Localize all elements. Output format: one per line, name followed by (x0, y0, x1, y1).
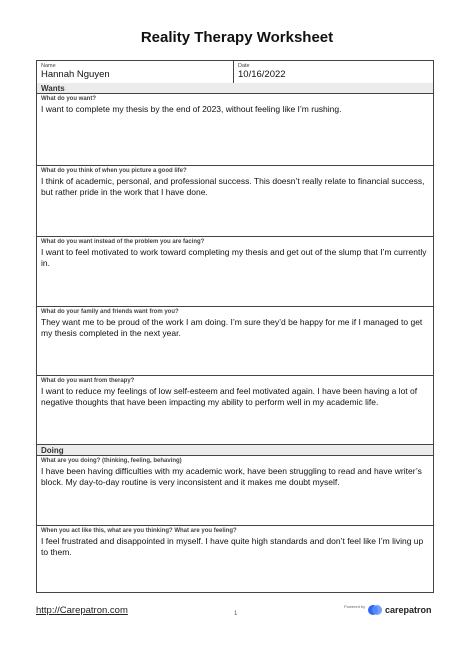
section-wants: Wants (37, 83, 433, 94)
answer-text: I think of academic, personal, and professional success. This doesn’t really relate to financial success, but rather pride in the work that I have done. (41, 176, 425, 197)
question-block[interactable] (37, 456, 433, 526)
worksheet-form (36, 60, 434, 593)
question-block[interactable] (37, 237, 433, 307)
question-label: What do you think of when you picture a good life? (41, 168, 187, 174)
page-number: 1 (234, 611, 238, 617)
answer-text: I want to complete my thesis by the end of 2023, without feeling like I’m rushing. (41, 104, 342, 114)
date-field[interactable] (234, 61, 433, 83)
name-field[interactable] (37, 61, 234, 83)
name-value: Hannah Nguyen (41, 69, 110, 80)
date-label: Date (238, 63, 250, 69)
answer-text: They want me to be proud of the work I am doing. I’m sure they’d be happy for me if I managed to get my thesis completed in the next year. (41, 317, 423, 338)
question-block[interactable] (37, 307, 433, 376)
question-label: What are you doing? (thinking, feeling, behaving) (41, 458, 182, 464)
answer-text: I want to feel motivated to work toward completing my thesis and get out of the slump that I’m currently in. (41, 247, 427, 268)
powered-by-label: Powered by (344, 604, 366, 609)
carepatron-logo[interactable] (368, 602, 432, 618)
carepatron-brand: carepatron (385, 605, 432, 615)
section-doing: Doing (37, 445, 433, 456)
question-label: What do your family and friends want from you? (41, 309, 179, 315)
page-title: Reality Therapy Worksheet (140, 29, 334, 46)
answer-text: I have been having difficulties with my academic work, have been struggling to read and have writer’s block. My day-to-day routine is very inconsistent and it makes me doubt myself. (41, 466, 422, 487)
carepatron-logo-icon (368, 603, 382, 617)
answer-text: I want to reduce my feelings of low self-esteem and feel motivated again. I have been having a lot of negative thoughts that have been impacting my ability to perform well in my academic life. (41, 386, 418, 407)
name-label: Name (41, 63, 56, 69)
date-value: 10/16/2022 (238, 69, 286, 80)
question-label: When you act like this, what are you thinking? What are you feeling? (41, 528, 237, 534)
question-block[interactable] (37, 376, 433, 445)
question-label: What do you want instead of the problem you are facing? (41, 239, 205, 245)
question-block[interactable] (37, 94, 433, 166)
header-row (37, 61, 433, 84)
carepatron-link[interactable]: http://Carepatron.com (36, 605, 128, 616)
question-block[interactable] (37, 526, 433, 592)
question-block[interactable] (37, 166, 433, 237)
answer-text: I feel frustrated and disappointed in myself. I have quite high standards and don’t feel like I’m living up to them. (41, 536, 424, 557)
question-label: What do you want from therapy? (41, 378, 135, 384)
question-label: What do you want? (41, 96, 96, 102)
